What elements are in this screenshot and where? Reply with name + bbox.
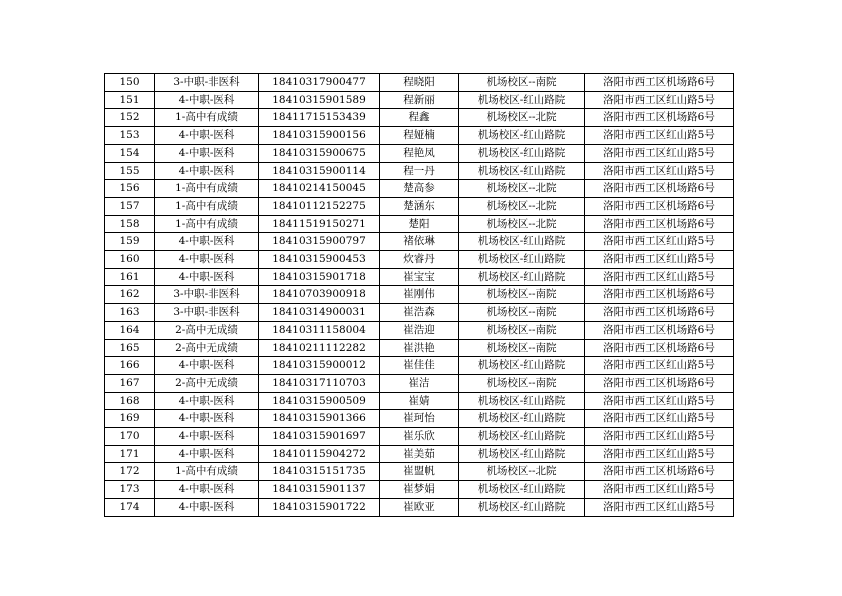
category-cell: 4-中职-医科	[155, 233, 259, 251]
category-cell: 4-中职-医科	[155, 498, 259, 516]
student-name-cell: 程鑫	[380, 109, 459, 127]
exam-id-cell: 18410315901137	[259, 481, 380, 499]
address-cell: 洛阳市西工区红山路5号	[585, 357, 734, 375]
table-row	[105, 286, 734, 304]
row-number-cell: 171	[105, 445, 155, 463]
category-cell: 1-高中有成绩	[155, 197, 259, 215]
row-number-cell: 151	[105, 91, 155, 109]
student-name-cell: 崔珂怡	[380, 410, 459, 428]
table-row	[105, 74, 734, 92]
student-name-cell: 崔美茹	[380, 445, 459, 463]
campus-cell: 机场校区-红山路院	[459, 162, 585, 180]
campus-cell: 机场校区-红山路院	[459, 251, 585, 269]
exam-id-cell: 18411519150271	[259, 215, 380, 233]
row-number-cell: 156	[105, 180, 155, 198]
category-cell: 3-中职-非医科	[155, 74, 259, 92]
address-cell: 洛阳市西工区红山路5号	[585, 233, 734, 251]
student-name-cell: 楚阳	[380, 215, 459, 233]
exam-id-cell: 18410315900675	[259, 144, 380, 162]
campus-cell: 机场校区--北院	[459, 197, 585, 215]
address-cell: 洛阳市西工区红山路5号	[585, 392, 734, 410]
row-number-cell: 161	[105, 268, 155, 286]
row-number-cell: 160	[105, 251, 155, 269]
row-number-cell: 150	[105, 74, 155, 92]
student-name-cell: 褚依琳	[380, 233, 459, 251]
address-cell: 洛阳市西工区红山路5号	[585, 445, 734, 463]
category-cell: 3-中职-非医科	[155, 286, 259, 304]
campus-cell: 机场校区-红山路院	[459, 392, 585, 410]
exam-id-cell: 18410315900114	[259, 162, 380, 180]
exam-id-cell: 18410112152275	[259, 197, 380, 215]
row-number-cell: 170	[105, 428, 155, 446]
table-row	[105, 410, 734, 428]
address-cell: 洛阳市西工区机场路6号	[585, 339, 734, 357]
address-cell: 洛阳市西工区红山路5号	[585, 91, 734, 109]
campus-cell: 机场校区--北院	[459, 463, 585, 481]
campus-cell: 机场校区--南院	[459, 321, 585, 339]
table-row	[105, 215, 734, 233]
campus-cell: 机场校区--北院	[459, 109, 585, 127]
exam-id-cell: 18410315900012	[259, 357, 380, 375]
exam-id-cell: 18410315901722	[259, 498, 380, 516]
table-row	[105, 374, 734, 392]
table-row	[105, 233, 734, 251]
row-number-cell: 155	[105, 162, 155, 180]
table-row	[105, 445, 734, 463]
campus-cell: 机场校区-红山路院	[459, 357, 585, 375]
student-roster-table	[104, 73, 734, 517]
student-name-cell: 崔刚伟	[380, 286, 459, 304]
address-cell: 洛阳市西工区红山路5号	[585, 428, 734, 446]
table-row	[105, 357, 734, 375]
address-cell: 洛阳市西工区红山路5号	[585, 162, 734, 180]
address-cell: 洛阳市西工区红山路5号	[585, 498, 734, 516]
category-cell: 4-中职-医科	[155, 392, 259, 410]
category-cell: 4-中职-医科	[155, 144, 259, 162]
address-cell: 洛阳市西工区机场路6号	[585, 109, 734, 127]
category-cell: 1-高中有成绩	[155, 463, 259, 481]
student-name-cell: 崔浩迎	[380, 321, 459, 339]
row-number-cell: 163	[105, 304, 155, 322]
category-cell: 4-中职-医科	[155, 357, 259, 375]
exam-id-cell: 18410315151735	[259, 463, 380, 481]
exam-id-cell: 18410315900797	[259, 233, 380, 251]
table-row	[105, 109, 734, 127]
row-number-cell: 164	[105, 321, 155, 339]
exam-id-cell: 18411715153439	[259, 109, 380, 127]
exam-id-cell: 18410315900509	[259, 392, 380, 410]
table-row	[105, 162, 734, 180]
address-cell: 洛阳市西工区机场路6号	[585, 286, 734, 304]
address-cell: 洛阳市西工区红山路5号	[585, 144, 734, 162]
table-row	[105, 197, 734, 215]
address-cell: 洛阳市西工区红山路5号	[585, 481, 734, 499]
campus-cell: 机场校区--北院	[459, 180, 585, 198]
exam-id-cell: 18410315901366	[259, 410, 380, 428]
student-name-cell: 崔浩森	[380, 304, 459, 322]
exam-id-cell: 18410315900453	[259, 251, 380, 269]
row-number-cell: 158	[105, 215, 155, 233]
address-cell: 洛阳市西工区红山路5号	[585, 410, 734, 428]
table-row	[105, 127, 734, 145]
address-cell: 洛阳市西工区机场路6号	[585, 215, 734, 233]
category-cell: 4-中职-医科	[155, 428, 259, 446]
table-row	[105, 304, 734, 322]
student-name-cell: 崔洁	[380, 374, 459, 392]
student-name-cell: 程一丹	[380, 162, 459, 180]
category-cell: 4-中职-医科	[155, 162, 259, 180]
campus-cell: 机场校区-红山路院	[459, 498, 585, 516]
address-cell: 洛阳市西工区机场路6号	[585, 321, 734, 339]
exam-id-cell: 18410315901589	[259, 91, 380, 109]
row-number-cell: 166	[105, 357, 155, 375]
row-number-cell: 168	[105, 392, 155, 410]
address-cell: 洛阳市西工区红山路5号	[585, 251, 734, 269]
exam-id-cell: 18410314900031	[259, 304, 380, 322]
campus-cell: 机场校区-红山路院	[459, 268, 585, 286]
campus-cell: 机场校区-红山路院	[459, 127, 585, 145]
address-cell: 洛阳市西工区机场路6号	[585, 197, 734, 215]
category-cell: 2-高中无成绩	[155, 339, 259, 357]
address-cell: 洛阳市西工区机场路6号	[585, 463, 734, 481]
row-number-cell: 153	[105, 127, 155, 145]
campus-cell: 机场校区-红山路院	[459, 410, 585, 428]
category-cell: 1-高中有成绩	[155, 180, 259, 198]
category-cell: 2-高中无成绩	[155, 374, 259, 392]
student-name-cell: 崔佳佳	[380, 357, 459, 375]
exam-id-cell: 18410315900156	[259, 127, 380, 145]
category-cell: 4-中职-医科	[155, 251, 259, 269]
row-number-cell: 169	[105, 410, 155, 428]
address-cell: 洛阳市西工区机场路6号	[585, 74, 734, 92]
row-number-cell: 152	[105, 109, 155, 127]
category-cell: 4-中职-医科	[155, 268, 259, 286]
student-name-cell: 程晓阳	[380, 74, 459, 92]
campus-cell: 机场校区--北院	[459, 215, 585, 233]
table-row	[105, 463, 734, 481]
exam-id-cell: 18410214150045	[259, 180, 380, 198]
student-name-cell: 崔洪艳	[380, 339, 459, 357]
address-cell: 洛阳市西工区机场路6号	[585, 180, 734, 198]
student-name-cell: 程艳凤	[380, 144, 459, 162]
table-row	[105, 91, 734, 109]
category-cell: 4-中职-医科	[155, 445, 259, 463]
exam-id-cell: 18410317900477	[259, 74, 380, 92]
table-row	[105, 339, 734, 357]
campus-cell: 机场校区--南院	[459, 304, 585, 322]
address-cell: 洛阳市西工区红山路5号	[585, 127, 734, 145]
category-cell: 3-中职-非医科	[155, 304, 259, 322]
exam-id-cell: 18410311158004	[259, 321, 380, 339]
category-cell: 1-高中有成绩	[155, 109, 259, 127]
table-row	[105, 428, 734, 446]
student-name-cell: 楚高参	[380, 180, 459, 198]
student-name-cell: 程娅楠	[380, 127, 459, 145]
row-number-cell: 173	[105, 481, 155, 499]
student-name-cell: 炊睿丹	[380, 251, 459, 269]
student-name-cell: 崔盟帆	[380, 463, 459, 481]
table-row	[105, 481, 734, 499]
student-name-cell: 楚涵东	[380, 197, 459, 215]
category-cell: 2-高中无成绩	[155, 321, 259, 339]
exam-id-cell: 18410211112282	[259, 339, 380, 357]
campus-cell: 机场校区--南院	[459, 74, 585, 92]
campus-cell: 机场校区-红山路院	[459, 428, 585, 446]
table-row	[105, 180, 734, 198]
campus-cell: 机场校区-红山路院	[459, 445, 585, 463]
campus-cell: 机场校区-红山路院	[459, 91, 585, 109]
exam-id-cell: 18410317110703	[259, 374, 380, 392]
exam-id-cell: 18410315901718	[259, 268, 380, 286]
row-number-cell: 154	[105, 144, 155, 162]
row-number-cell: 157	[105, 197, 155, 215]
student-name-cell: 程新丽	[380, 91, 459, 109]
row-number-cell: 165	[105, 339, 155, 357]
table-row	[105, 392, 734, 410]
roster-body	[105, 74, 734, 517]
row-number-cell: 162	[105, 286, 155, 304]
category-cell: 1-高中有成绩	[155, 215, 259, 233]
table-row	[105, 268, 734, 286]
campus-cell: 机场校区--南院	[459, 286, 585, 304]
student-name-cell: 崔乐欣	[380, 428, 459, 446]
row-number-cell: 174	[105, 498, 155, 516]
address-cell: 洛阳市西工区机场路6号	[585, 374, 734, 392]
campus-cell: 机场校区-红山路院	[459, 233, 585, 251]
student-name-cell: 崔婧	[380, 392, 459, 410]
table-row	[105, 144, 734, 162]
campus-cell: 机场校区--南院	[459, 339, 585, 357]
table-row	[105, 321, 734, 339]
table-row	[105, 498, 734, 516]
campus-cell: 机场校区-红山路院	[459, 481, 585, 499]
row-number-cell: 172	[105, 463, 155, 481]
student-name-cell: 崔宝宝	[380, 268, 459, 286]
row-number-cell: 167	[105, 374, 155, 392]
exam-id-cell: 18410703900918	[259, 286, 380, 304]
exam-id-cell: 18410315901697	[259, 428, 380, 446]
campus-cell: 机场校区--南院	[459, 374, 585, 392]
category-cell: 4-中职-医科	[155, 481, 259, 499]
student-name-cell: 崔梦娟	[380, 481, 459, 499]
exam-id-cell: 18410115904272	[259, 445, 380, 463]
category-cell: 4-中职-医科	[155, 91, 259, 109]
address-cell: 洛阳市西工区红山路5号	[585, 268, 734, 286]
row-number-cell: 159	[105, 233, 155, 251]
address-cell: 洛阳市西工区机场路6号	[585, 304, 734, 322]
student-name-cell: 崔欧亚	[380, 498, 459, 516]
category-cell: 4-中职-医科	[155, 410, 259, 428]
table-row	[105, 251, 734, 269]
campus-cell: 机场校区-红山路院	[459, 144, 585, 162]
category-cell: 4-中职-医科	[155, 127, 259, 145]
